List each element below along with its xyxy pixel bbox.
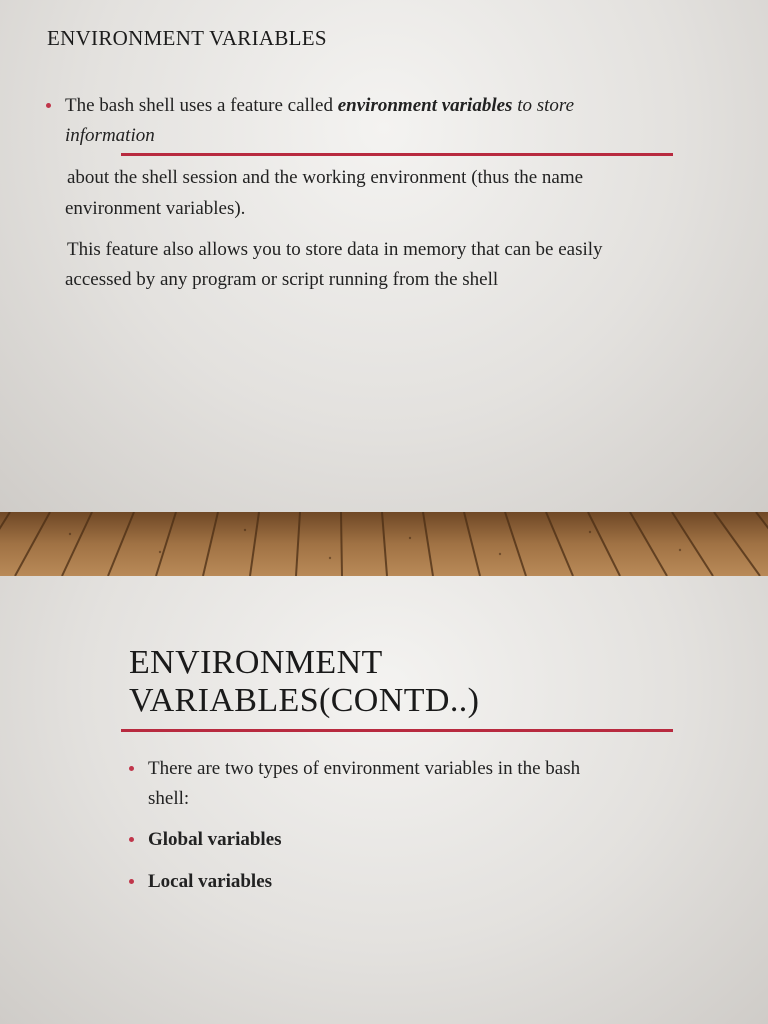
bullet-dot	[46, 103, 51, 108]
bullet-1-line-2: information	[65, 125, 155, 146]
title-underline	[121, 153, 673, 156]
list-item-local-variables: Local variables	[148, 871, 273, 892]
slide-1-title: ENVIRONMENT VARIABLES	[47, 26, 327, 50]
slide-2-title-line-2: VARIABLES(CONTD..)	[129, 682, 480, 719]
list-item-global-variables: Global variables	[148, 829, 282, 850]
bullet-1-line-1	[65, 91, 574, 121]
bullet-dot	[129, 837, 134, 842]
bullet-dot	[129, 766, 134, 771]
slide-2-title-line-1: ENVIRONMENT	[129, 644, 383, 681]
paragraph-2-line-2: accessed by any program or script running from the shell	[65, 269, 499, 290]
list-item-continuation: shell:	[148, 788, 190, 809]
bullet-1-text: The bash shell uses a feature called	[65, 95, 338, 116]
bullet-dot	[129, 879, 134, 884]
list-item: There are two types of environment variables in the bash	[148, 758, 581, 779]
paragraph-1-line-1: about the shell session and the working environment (thus the name	[67, 167, 584, 188]
paragraph-2-line-1: This feature also allows you to store data in memory that can be easily	[67, 239, 603, 260]
slide-2-title	[129, 644, 479, 720]
bullet-1-italic-tail: to store	[512, 95, 575, 116]
title-underline	[121, 729, 673, 732]
bullet-1-emphasis: environment variables	[337, 95, 513, 116]
wood-floor-divider	[0, 512, 768, 576]
paragraph-1-line-2: environment variables).	[65, 198, 246, 219]
